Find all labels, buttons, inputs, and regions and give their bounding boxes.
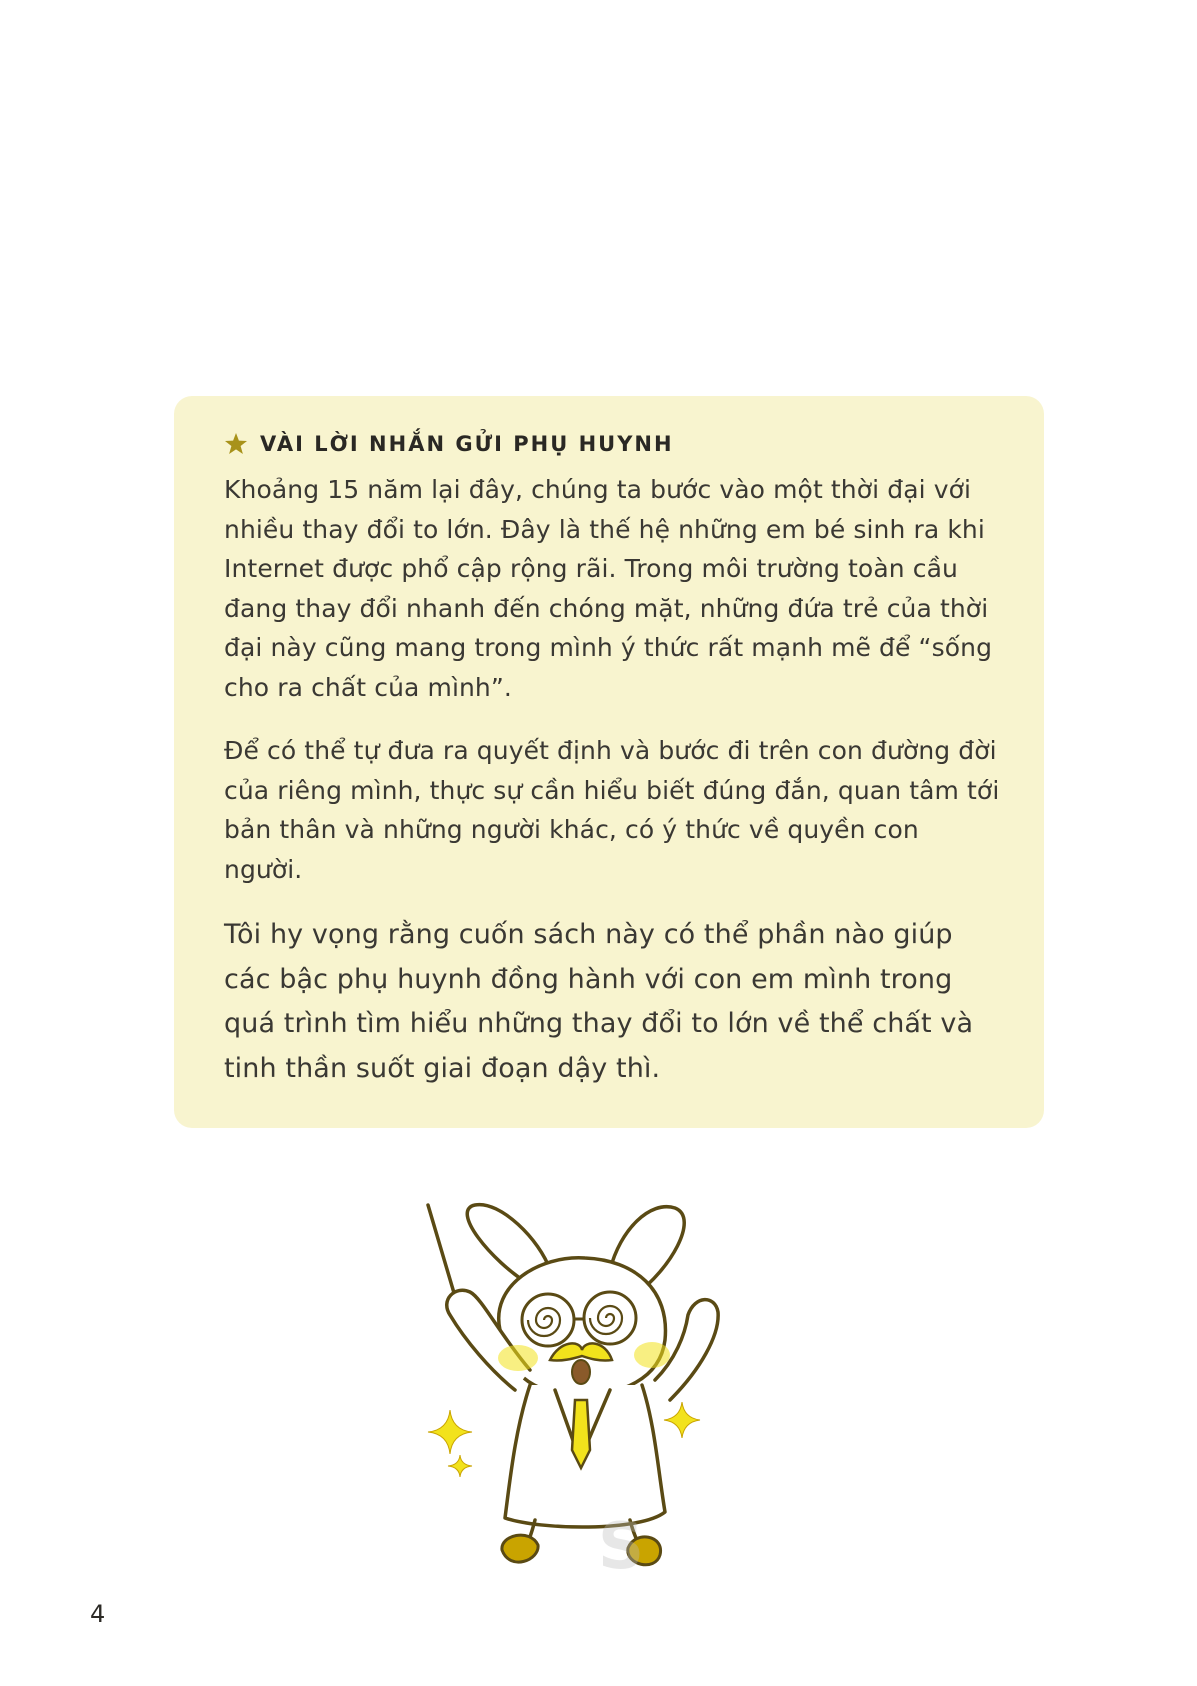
watermark-logo: S: [598, 1510, 645, 1580]
mouth: [572, 1360, 590, 1384]
star-icon: [224, 432, 248, 456]
paragraph: Khoảng 15 năm lại đây, chúng ta bước vào một thời đại với nhiều thay đổi to lớn. Đây là thế hệ những em bé sinh ra khi Internet được phổ cập rộng rãi. Trong môi trường toàn cầu đang thay đổi nhanh đến chóng mặt, những đứa trẻ của thời đại này cũng mang trong mình ý thức rất mạnh mẽ để “sống cho ra chất của mình”.: [224, 475, 993, 702]
left-cheek: [498, 1345, 538, 1371]
sparkle-icon: [664, 1402, 700, 1438]
right-cheek: [634, 1342, 670, 1368]
paragraph: Tôi hy vọng rằng cuốn sách này có thể phần nào giúp các bậc phụ huynh đồng hành với con em mình trong quá trình tìm hiểu những thay đổi to lớn về thể chất và tinh thần suốt giai đoạn dậy thì.: [224, 919, 974, 1084]
tie: [572, 1400, 590, 1468]
page-number: 4: [90, 1600, 106, 1628]
note-heading: [224, 432, 1000, 456]
sparkle-icon: [428, 1410, 472, 1454]
rabbit-professor-illustration: [420, 1200, 760, 1580]
paragraph: Để có thể tự đưa ra quyết định và bước đi trên con đường đời của riêng mình, thực sự cần hiểu biết đúng đắn, quan tâm tới bản thân và những người khác, có ý thức về quyền con người.: [224, 736, 1000, 884]
note-heading-text: VÀI LỜI NHẮN GỬI PHỤ HUYNH: [260, 432, 674, 456]
sparkle-icon: [448, 1455, 472, 1477]
left-shoe: [502, 1535, 538, 1562]
note-box: [174, 396, 1044, 1128]
